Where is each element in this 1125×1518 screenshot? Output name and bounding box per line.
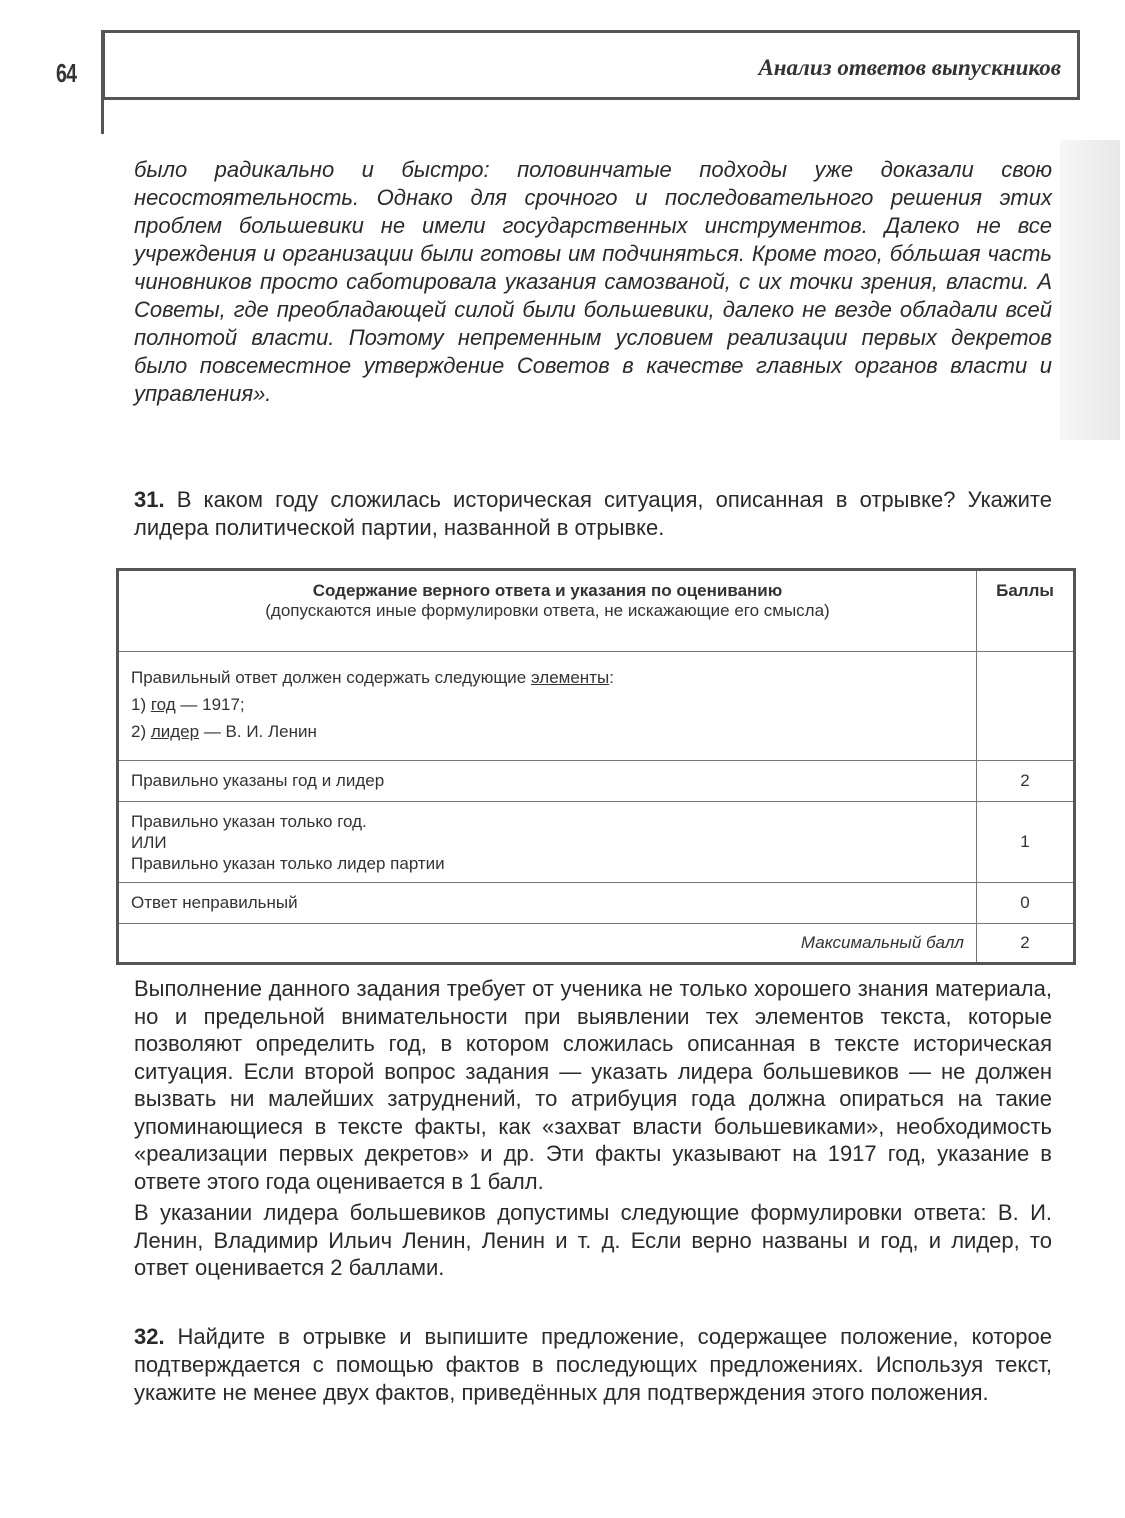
elements-intro-prefix: Правильный ответ должен содержать следующие xyxy=(131,668,531,687)
table-row xyxy=(118,761,1075,802)
task-32 xyxy=(134,1323,1052,1407)
elements-intro-suffix: : xyxy=(609,668,614,687)
header-sub: (допускаются иные формулировки ответа, не искажающие его смысла) xyxy=(265,601,830,620)
row-partial-cell xyxy=(118,802,977,883)
commentary-paragraph-2: В указании лидера большевиков допустимы следующие формулировки ответа: В. И. Ленин, Владимир Ильич Ленин, Ленин и т. д. Если верно названы и год, и лидер, то ответ оценивается 2 баллами. xyxy=(134,1200,1052,1280)
header-main: Содержание верного ответа и указания по оцениванию xyxy=(312,581,783,600)
element-1-prefix: 1) xyxy=(131,695,151,714)
quote-text: было радикально и быстро: половинчатые подходы уже доказали свою несостоятельность. Однако для срочного и последовательного решения этих проблем большевики не имели государственных инструментов. Далеко не все учреждения и организации были готовы им подчиняться. Кроме того, бóльшая часть чиновников просто саботировала указания самозваной, с их точки зрения, власти. А Советы, где преобладающей силой были большевики, далеко не везде обладали всей полнотой власти. Поэтому непременным условием реализации первых декретов было повсеместное утверждение Советов в качестве главных органов власти и управления». xyxy=(134,157,1052,406)
header-score: Баллы xyxy=(977,570,1075,652)
elements-intro-word: элементы xyxy=(530,668,610,687)
scoring-table xyxy=(116,568,1076,965)
table-header-row xyxy=(118,570,1075,652)
empty-score-cell xyxy=(977,652,1075,761)
task-31 xyxy=(134,486,1052,542)
commentary xyxy=(134,975,1052,1282)
row-full-score: 2 xyxy=(977,761,1075,802)
source-quote xyxy=(134,156,1052,408)
task-32-number: 32. xyxy=(134,1324,165,1349)
table-row xyxy=(118,883,1075,924)
task-31-text: В каком году сложилась историческая ситуация, описанная в отрывке? Укажите лидера политической партии, названной в отрывке. xyxy=(134,487,1052,540)
element-1-value: — 1917; xyxy=(175,695,245,714)
element-2-value: — В. И. Ленин xyxy=(199,722,317,741)
max-score-value: 2 xyxy=(977,924,1075,964)
element-2-prefix: 2) xyxy=(131,722,151,741)
commentary-paragraph-1: Выполнение данного задания требует от ученика не только хорошего знания материала, но и предельной внимательности при выявлении тех элементов текста, которые позволяют определить год, в котором сложилась описанная в тексте историческая ситуация. Если второй вопрос задания — указать лидера большевиков — не должен вызвать ни малейших затруднений, то атрибуция года должна опираться на такие упоминающиеся в тексте факты, как «захват власти большевиками», необходимость «реализации первых декретов» и др. Эти факты указывают на 1917 год, указание в ответе этого года оценивается в 1 балл. xyxy=(134,976,1052,1194)
task-31-number: 31. xyxy=(134,487,165,512)
scan-shade xyxy=(1060,140,1120,440)
task-32-body xyxy=(134,1323,1052,1407)
element-2-word: лидер xyxy=(150,722,200,741)
table-row xyxy=(118,924,1075,964)
page-number: 64 xyxy=(56,58,77,88)
task-31-body xyxy=(134,486,1052,542)
elements-intro xyxy=(131,664,964,691)
element-1 xyxy=(131,691,964,718)
element-2 xyxy=(131,718,964,745)
section-title: Анализ ответов выпускников xyxy=(758,55,1061,80)
table-row xyxy=(118,802,1075,883)
header-content-cell xyxy=(118,570,977,652)
task-32-text: Найдите в отрывке и выпишите предложение, содержащее положение, которое подтверждается с помощью фактов в последующих предложениях. Используя текст, укажите не менее двух фактов, приведённых для подтверждения этого положения. xyxy=(134,1324,1052,1405)
running-header xyxy=(102,30,1080,100)
row-partial-1: Правильно указан только год. xyxy=(131,811,367,831)
row-wrong-label: Ответ неправильный xyxy=(118,883,977,924)
row-wrong-score: 0 xyxy=(977,883,1075,924)
max-score-label: Максимальный балл xyxy=(118,924,977,964)
row-partial-or: ИЛИ xyxy=(131,832,167,852)
element-1-word: год xyxy=(150,695,176,714)
row-partial-score: 1 xyxy=(977,802,1075,883)
answer-elements-cell xyxy=(118,652,977,761)
row-full-label: Правильно указаны год и лидер xyxy=(118,761,977,802)
row-partial-2: Правильно указан только лидер партии xyxy=(131,853,445,873)
table-row xyxy=(118,652,1075,761)
